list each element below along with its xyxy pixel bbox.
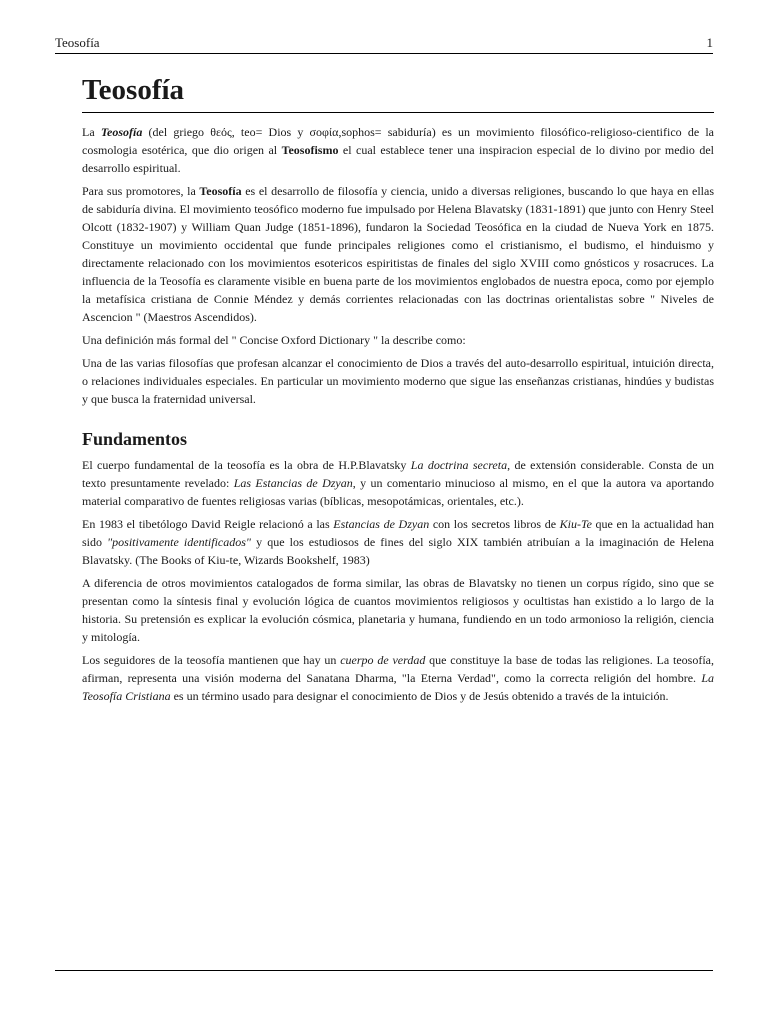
intro-paragraph-3: [82, 331, 714, 349]
footer-rule: [55, 970, 713, 971]
text-run: que constituye la base de todas las religiones. La teosofía, afirman, representa una visión moderna del Sanatana Dharma, "la Eterna Verdad", como la correcta religión del hombre.: [82, 653, 714, 685]
text-run: Las Estancias de Dzyan: [233, 476, 353, 490]
text-run: "positivamente identificados": [107, 535, 251, 549]
fundamentos-paragraph-1: [82, 456, 714, 510]
text-run: (del griego θεός, teo= Dios y σοφία,sophos= sabiduría) es un movimiento filosófico-religioso-cientifico de la cosmologia esotérica, que dio origen al: [82, 125, 714, 157]
fundamentos-paragraph-3: [82, 574, 714, 646]
text-run: Una definición más formal del " Concise Oxford Dictionary " la describe como:: [82, 333, 466, 347]
text-run: y que los estudiosos de fines del siglo XIX también atribuían a la imaginación de Helena Blavatsky. (The Books of Kiu-te, Wizards Bookshelf, 1983): [82, 535, 714, 567]
text-run: Una de las varias filosofías que profesan alcanzar el conocimiento de Dios a través del auto-desarrollo espiritual, intuición directa, o relaciones individuales especiales. En particular un movimiento moderno que sigue las enseñanzas cristianas, hindúes y budistas y que busca la fraternidad universal.: [82, 356, 714, 406]
text-run: El cuerpo fundamental de la teosofía es la obra de H.P.Blavatsky: [82, 458, 411, 472]
text-run: con los secretos libros de: [429, 517, 560, 531]
page-number: 1: [706, 35, 713, 50]
fundamentos-paragraph-2: [82, 515, 714, 569]
text-run: Teosofía: [100, 125, 143, 139]
intro-paragraph-2: [82, 182, 714, 326]
text-run: A diferencia de otros movimientos catalogados de forma similar, las obras de Blavatsky no tienen un corpus rígido, sino que se presentan como la síntesis final y evolución lógica de cuantos movimientos religiosos y ocultistas han existido a lo largo de la historia. Su pretensión es explicar la evolución cósmica, planetaria y humana, fundiendo en un todo armonioso la religión, ciencia y mitología.: [82, 576, 714, 644]
text-run: que en la actualidad han sido: [82, 517, 714, 549]
text-run: Para sus promotores, la: [82, 184, 200, 198]
text-run: , y un comentario minucioso al mismo, en el que la autora va aportando material comparativo de fuentes religiosas varias (bíblicas, mesopotámicas, orientales, etc.).: [82, 476, 714, 508]
text-run: el cual establece tener una inspiracion especial de lo divino por medio del desarrollo espiritual.: [82, 143, 714, 175]
text-run: La Teosofía Cristiana: [82, 671, 714, 703]
page-title: Teosofía: [82, 72, 714, 113]
running-header: [55, 35, 713, 54]
text-run: Teosofía: [199, 184, 242, 198]
text-run: es un término usado para designar el conocimiento de Dios y de Jesús obtenido a través de la intuición.: [170, 689, 669, 703]
article-body: [82, 72, 714, 710]
text-run: , de extensión considerable. Consta de un texto presuntamente revelado:: [82, 458, 714, 490]
intro-paragraph-1: [82, 123, 714, 177]
section-heading-fundamentos: Fundamentos: [82, 429, 188, 449]
text-run: cuerpo de verdad: [340, 653, 426, 667]
text-run: es el desarrollo de filosofía y ciencia, unido a diversas religiones, buscando lo que haya en ellas de sabiduría divina. El movimiento teosófico moderno fue impulsado por Helena Blavatsky (1831-1891) que junto con Henry Steel Olcott (1832-1907) y William Quan Judge (1851-1896), fundaron la Sociedad Teosófica en la ciudad de Nueva York en 1875. Constituye un movimiento occidental que funde principales religiones como el cristianismo, el budismo, el hinduismo y directamente relacionado con los movimientos esotericos espiritistas de finales del siglo XVIII como gnósticos y rosacruces. La influencia de la Teosofía es claramente visible en buena parte de los movimientos englobados de nuestra epoca, como por ejemplo la metafísica cristiana de Connie Méndez y demás corrientes relacionadas con las doctrinas orientalistas sobre " Niveles de Ascencion " (Maestros Ascendidos).: [82, 184, 715, 324]
text-run: La: [82, 125, 101, 139]
text-run: La doctrina secreta: [410, 458, 508, 472]
text-run: Estancias de Dzyan: [333, 517, 430, 531]
running-header-title: Teosofía: [55, 35, 100, 50]
text-run: En 1983 el tibetólogo David Reigle relacionó a las: [82, 517, 334, 531]
text-run: Kiu-Te: [559, 517, 592, 531]
fundamentos-paragraph-4: [82, 651, 714, 705]
text-run: Teosofismo: [281, 143, 339, 157]
dictionary-definition: [82, 354, 714, 408]
text-run: Los seguidores de la teosofía mantienen que hay un: [82, 653, 341, 667]
